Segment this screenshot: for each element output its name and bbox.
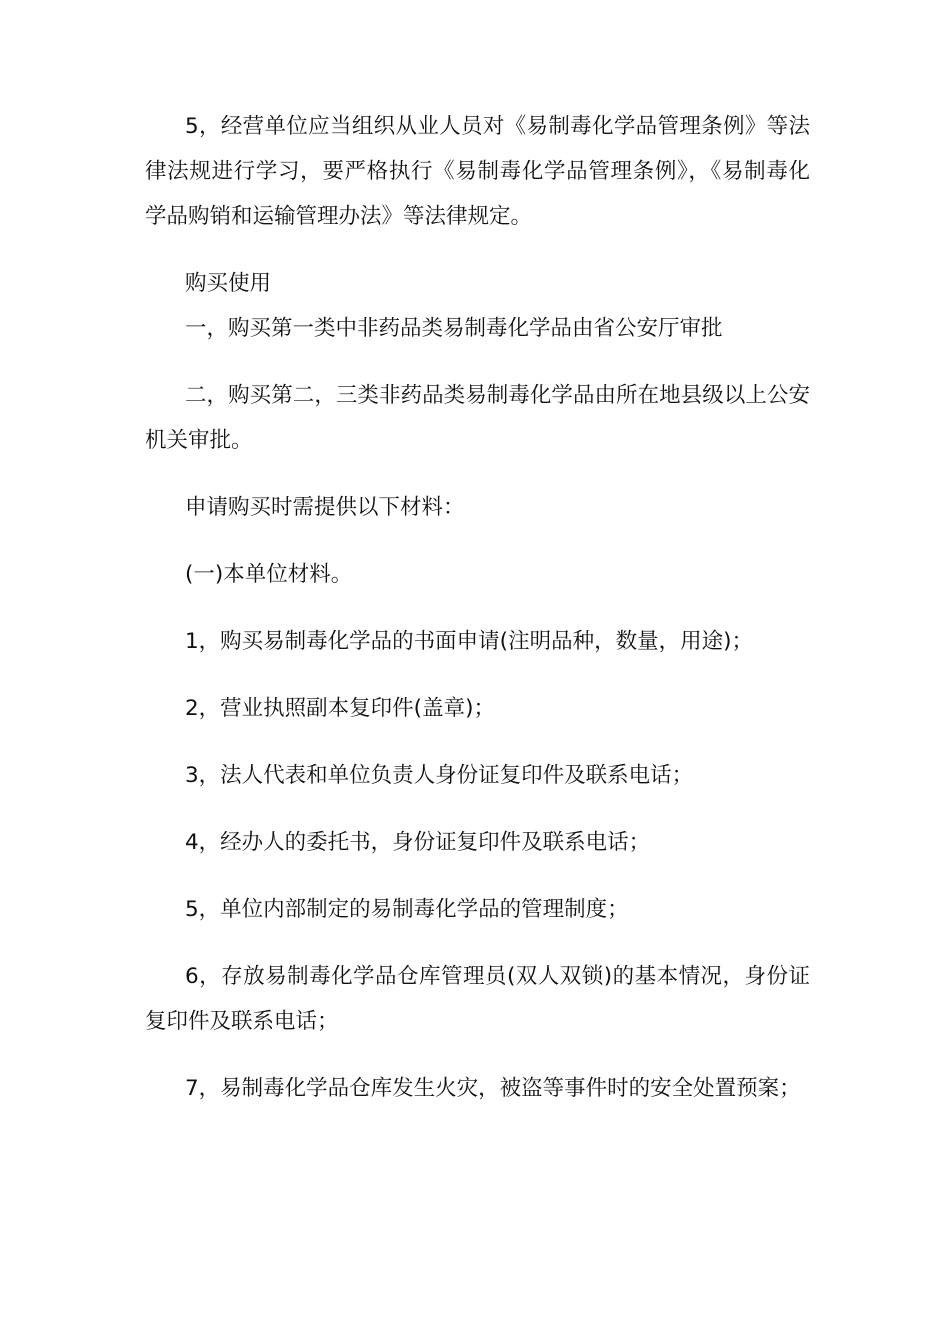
paragraph-purchase-use-heading: 购买使用 [185,271,272,296]
paragraph-unit-materials: (一)本单位材料。 [185,562,353,587]
list-item-management-system: 5，单位内部制定的易制毒化学品的管理制度； [185,897,629,922]
list-item-warehouse-keeper-info: 6，存放易制毒化学品仓库管理员(双人双锁)的基本情况，身份证复印件及联系电话； [145,964,810,1034]
paragraph-first-category-approval: 一，购买第一类中非药品类易制毒化学品由省公安厅审批 [185,316,723,341]
list-item-legal-representative-id: 3，法人代表和单位负责人身份证复印件及联系电话； [185,763,694,788]
list-item-agent-authorization: 4，经办人的委托书，身份证复印件及联系电话； [185,830,651,855]
document-body [145,104,810,1111]
paragraph-second-third-category-approval: 二，购买第二，三类非药品类易制毒化学品由所在地县级以上公安机关审批。 [145,383,810,453]
list-item-business-license: 2，营业执照副本复印件(盖章)； [185,696,495,721]
paragraph-required-materials-intro: 申请购买时需提供以下材料： [185,495,465,520]
paragraph-training-regulations: 5，经营单位应当组织从业人员对《易制毒化学品管理条例》等法律法规进行学习，要严格执行《易制毒化学品管理条例》，《易制毒化学品购销和运输管理办法》等法律规定。 [145,114,810,229]
list-item-emergency-plan: 7，易制毒化学品仓库发生火灾，被盗等事件时的安全处置预案； [185,1076,801,1101]
list-item-written-application: 1，购买易制毒化学品的书面申请(注明品种，数量，用途)； [185,629,753,654]
